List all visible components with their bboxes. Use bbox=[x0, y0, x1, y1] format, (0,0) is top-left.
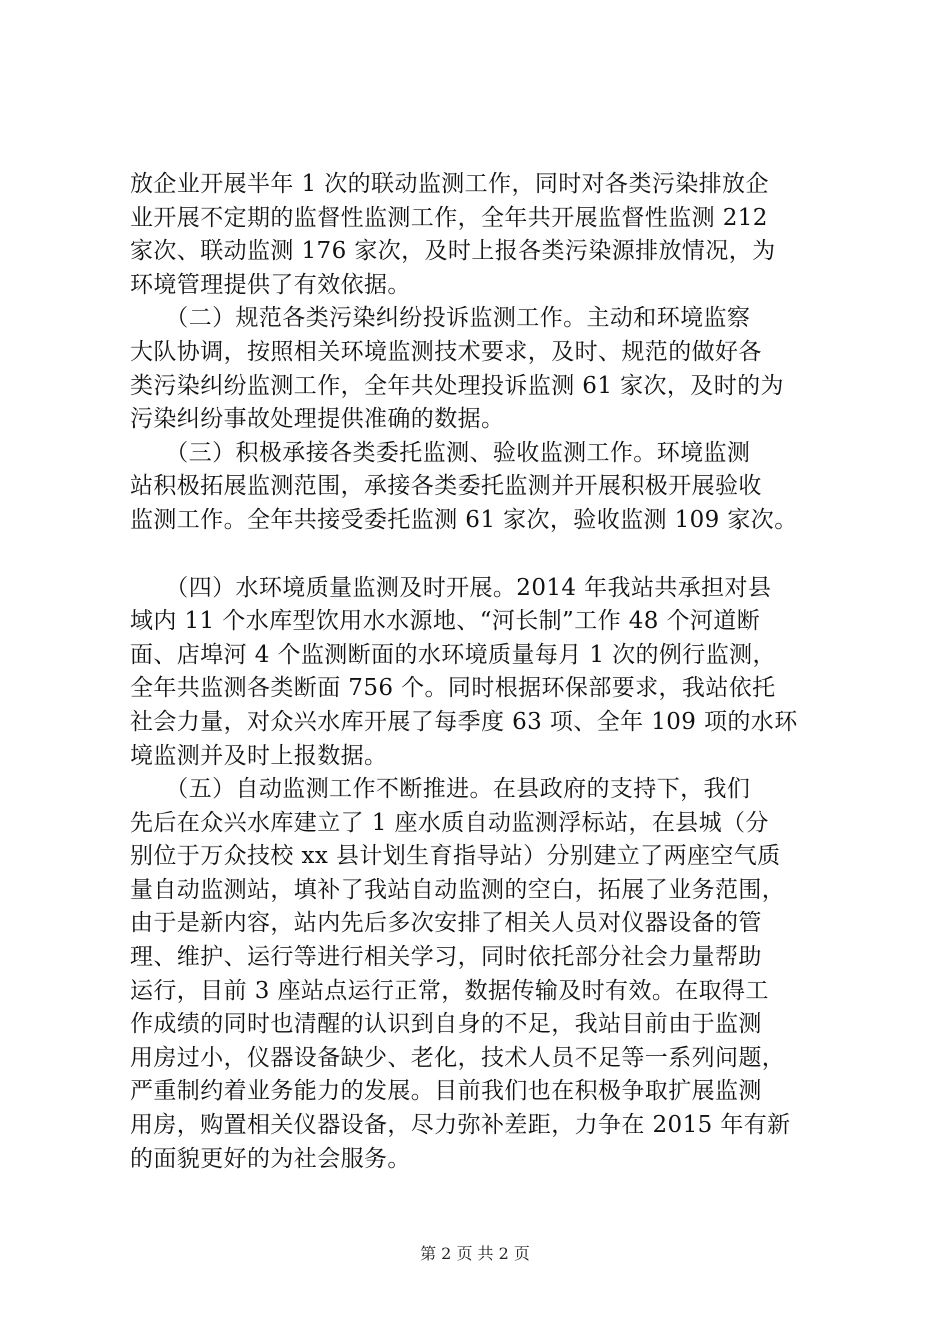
text-line: 作成绩的同时也清醒的认识到自身的不足，我站目前由于监测 bbox=[130, 1011, 762, 1038]
text-line: 污染纠纷事故处理提供准确的数据。 bbox=[130, 406, 505, 433]
text-line: 社会力量，对众兴水库开展了每季度 63 项、全年 109 项的水环 bbox=[130, 708, 798, 735]
text-line: 大队协调，按照相关环境监测技术要求，及时、规范的做好各 bbox=[130, 338, 762, 365]
page-number-footer: 第 2 页 共 2 页 bbox=[420, 1244, 530, 1263]
text-line: 先后在众兴水库建立了 1 座水质自动监测浮标站，在县城（分 bbox=[130, 809, 769, 836]
text-line: 类污染纠纷监测工作，全年共处理投诉监测 61 家次，及时的为 bbox=[130, 372, 784, 399]
paragraph-spacer bbox=[130, 538, 830, 572]
paragraph-water-quality bbox=[130, 572, 830, 774]
text-line: 用房，购置相关仪器设备，尽力弥补差距，力争在 2015 年有新 bbox=[130, 1112, 791, 1139]
text-line: 量自动监测站，填补了我站自动监测的空白，拓展了业务范围， bbox=[130, 876, 786, 903]
paragraph-automatic-monitoring bbox=[130, 773, 830, 1176]
text-line: 严重制约着业务能力的发展。目前我们也在积极争取扩展监测 bbox=[130, 1078, 762, 1105]
paragraph-continuation bbox=[130, 168, 830, 302]
text-line: （五）自动监测工作不断推进。在县政府的支持下，我们 bbox=[130, 776, 751, 803]
text-line: 面、店埠河 4 个监测断面的水环境质量每月 1 次的例行监测， bbox=[130, 641, 776, 668]
text-line: 运行，目前 3 座站点运行正常，数据传输及时有效。在取得工 bbox=[130, 977, 769, 1004]
text-line: 用房过小，仪器设备缺少、老化，技术人员不足等一系列问题， bbox=[130, 1044, 786, 1071]
document-body bbox=[130, 168, 830, 1176]
text-line: 的面貌更好的为社会服务。 bbox=[130, 1145, 411, 1172]
text-line: 全年共监测各类断面 756 个。同时根据环保部要求，我站依托 bbox=[130, 675, 776, 702]
paragraph-commissioned-monitoring bbox=[130, 437, 830, 538]
text-line: 理、维护、运行等进行相关学习，同时依托部分社会力量帮助 bbox=[130, 944, 762, 971]
text-line: （二）规范各类污染纠纷投诉监测工作。主动和环境监察 bbox=[130, 305, 751, 332]
text-line: 境监测并及时上报数据。 bbox=[130, 742, 388, 769]
text-line: 域内 11 个水库型饮用水水源地、“河长制”工作 48 个河道断 bbox=[130, 608, 761, 635]
text-line: 监测工作。全年共接受委托监测 61 家次，验收监测 109 家次。 bbox=[130, 506, 798, 533]
text-line: 家次、联动监测 176 家次，及时上报各类污染源排放情况，为 bbox=[130, 238, 776, 265]
paragraph-complaint-monitoring bbox=[130, 302, 830, 436]
text-line: 放企业开展半年 1 次的联动监测工作，同时对各类污染排放企 bbox=[130, 171, 769, 197]
text-line: 别位于万众技校 xx 县计划生育指导站）分别建立了两座空气质 bbox=[130, 843, 781, 870]
text-line: 站积极拓展监测范围，承接各类委托监测并开展积极开展验收 bbox=[130, 473, 762, 500]
text-line: 由于是新内容，站内先后多次安排了相关人员对仪器设备的管 bbox=[130, 910, 762, 937]
text-line: 业开展不定期的监督性监测工作，全年共开展监督性监测 212 bbox=[130, 204, 768, 231]
text-line: 环境管理提供了有效依据。 bbox=[130, 271, 411, 298]
text-line: （三）积极承接各类委托监测、验收监测工作。环境监测 bbox=[130, 439, 751, 466]
text-line: （四）水环境质量监测及时开展。2014 年我站共承担对县 bbox=[130, 574, 772, 601]
